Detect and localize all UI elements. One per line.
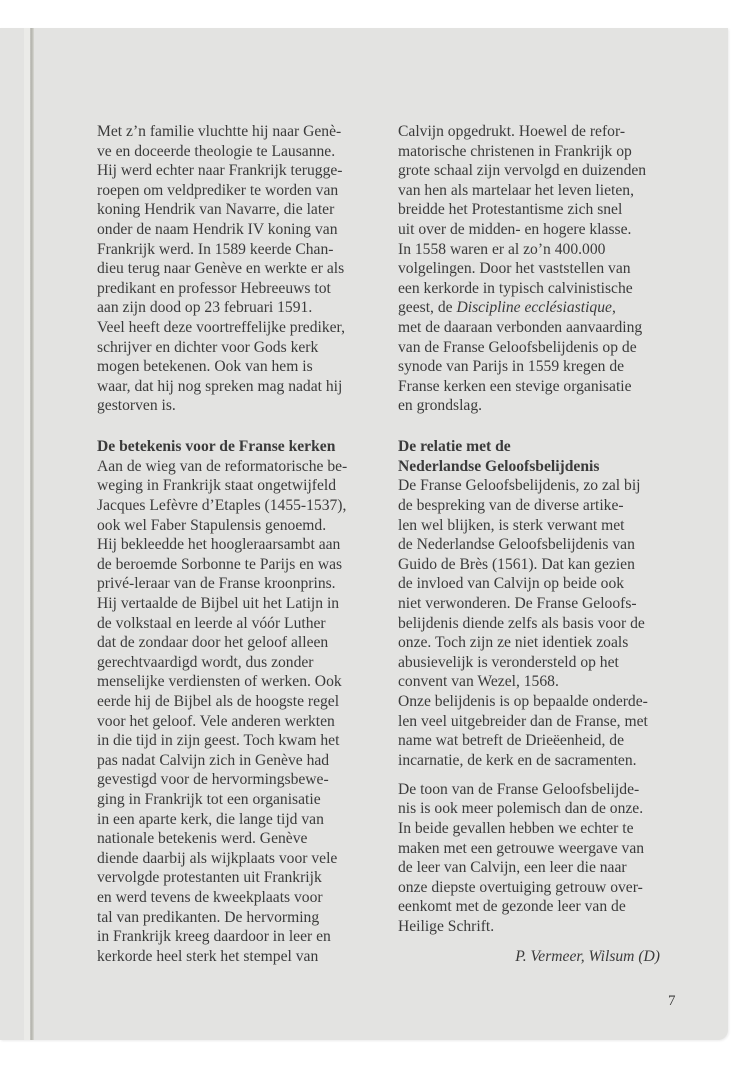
text-line: de Nederlandse Geloofsbelijdenis van [398,536,635,554]
text-line: koning Hendrik van Navarre, die later [97,201,335,219]
text-line: de invloed van Calvijn op beide ook [398,575,625,593]
text-line: privé-leraar van de Franse kroonprins. [97,575,336,593]
right-column [398,122,660,967]
text-line: De betekenis voor de Franse kerken [97,438,336,456]
text-line: Hij werd echter naar Frankrijk terugge- [97,162,343,180]
text-line: Heilige Schrift. [398,917,495,935]
text-line: voor het geloof. Vele anderen werkten [97,712,335,730]
text-line: Franse kerken een stevige organisatie [398,377,632,395]
text-line: kerkorde heel sterk het stempel van [97,947,319,965]
text-line: Veel heeft deze voortreffelijke prediker, [97,318,346,336]
text-line: onze diepste overtuiging getrouw over- [398,878,643,896]
text-line: en grondslag. [398,397,483,415]
text-line: name wat betreft de Drieëenheid, de [398,732,624,750]
author-signature [398,947,660,967]
text-line: Hij bekleedde het hoogleraarsambt aan [97,536,341,554]
text-line: grote schaal zijn vervolgd en duizenden [398,162,647,180]
italic-title: Discipline ecclésiastique [456,299,612,317]
text-line: de volkstaal en leerde al vóór Luther [97,614,326,632]
text-line: incarnatie, de kerk en de sacramenten. [398,751,637,769]
text-segment: , [611,299,616,317]
text-line: onze. Toch zijn ze niet identiek zoals [398,634,629,652]
text-line: belijdenis diende zelfs als basis voor de [398,614,645,632]
text-line: weging in Frankrijk staat ongetwijfeld [97,477,337,495]
text-line: De relatie met de [398,438,511,456]
text-line: ook wel Faber Stapulensis genoemd. [97,516,327,534]
text-line: Hij vertaalde de Bijbel uit het Latijn in [97,595,340,613]
text-line: convent van Wezel, 1568. [398,673,559,691]
text-line: abusievelijk is verondersteld op het [398,653,619,671]
paragraph [398,476,660,770]
text-line: van hen als martelaar het leven lieten, [398,181,634,199]
text-line: uit over de midden- en hogere klasse. [398,220,632,238]
paragraph [398,780,660,937]
text-line: ve en doceerde theologie te Lausanne. [97,142,336,160]
text-line: matorische christenen in Frankrijk op [398,142,632,160]
text-line: Met z’n familie vluchtte hij naar Genè- [97,123,342,140]
text-line: de bespreking van de diverse artike- [398,497,624,515]
paragraph [398,122,660,416]
text-line: in die tijd in zijn geest. Toch kwam het [97,732,340,750]
text-line: In beide gevallen hebben we echter te [398,819,634,837]
text-line: ging in Frankrijk tot een organisatie [97,790,321,808]
text-line: een kerkorde in typisch calvinistische [398,279,633,297]
binding-edge [30,28,34,1040]
text-line: gestorven is. [97,397,176,415]
text-line: nis is ook meer polemisch dan de onze. [398,800,644,818]
text-line: nationale betekenis werd. Genève [97,830,308,848]
text-line: dieu terug naar Genève en werkte er als [97,260,345,278]
text-line: dat de zondaar door het geloof alleen [97,634,329,652]
text-line: In 1558 waren er al zo’n 400.000 [398,240,606,258]
text-line: Onze belijdenis is op bepaalde onderde- [398,693,648,711]
text-line: maken met een getrouwe weergave van [398,839,645,857]
text-line: synode van Parijs in 1559 kregen de [398,358,625,376]
text-line: mogen betekenen. Ook van hem is [97,358,313,376]
text-line: de beroemde Sorbonne te Parijs en was [97,555,343,573]
text-line: Jacques Lefèvre d’Etaples (1455-1537), [97,497,347,515]
page-number: 7 [668,993,676,1009]
text-line: pas nadat Calvijn zich in Genève had [97,751,330,769]
text-line: breidde het Protestantisme zich snel [398,201,623,219]
text-line: gerechtvaardigd wordt, dus zonder [97,653,314,671]
text-line: Calvijn opgedrukt. Hoewel de refor- [398,123,626,140]
text-line: schrijver en dichter voor Gods kerk [97,338,319,356]
text-line: Guido de Brès (1561). Dat kan gezien [398,555,635,573]
text-line: Frankrijk werd. In 1589 keerde Chan- [97,240,334,258]
text-line: diende daarbij als wijkplaats voor vele [97,849,338,867]
text-line: in Frankrijk kreeg daardoor in leer en [97,928,331,946]
section-heading [398,437,660,476]
text-line: van de Franse Geloofsbelijdenis op de [398,338,637,356]
text-line: Aan de wieg van de reformatorische be- [97,457,348,475]
text-line: onder de naam Hendrik IV koning van [97,220,338,238]
text-line: vervolgde protestanten uit Frankrijk [97,869,322,887]
paragraph [97,122,387,416]
text-line: Nederlandse Geloofsbelijdenis [398,457,600,475]
left-column [97,122,387,966]
text-line: eenkomt met de gezonde leer van de [398,898,626,916]
text-line: niet verwonderen. De Franse Geloofs- [398,595,637,613]
text-line: menselijke verdiensten of werken. Ook [97,673,342,691]
text-line: roepen om veldprediker te worden van [97,181,339,199]
text-line: met de daaraan verbonden aanvaarding [398,318,643,336]
text-line: De toon van de Franse Geloofsbelijde- [398,780,640,798]
text-line: predikant en professor Hebreeuws tot [97,279,331,297]
text-line: aan zijn dood op 23 februari 1591. [97,299,313,317]
text-segment: geest, de [398,299,457,317]
text-line: de leer van Calvijn, een leer die naar [398,859,627,877]
text-line: volgelingen. Door het vaststellen van [398,260,631,278]
text-line: len veel uitgebreider dan de Franse, met [398,712,648,730]
text-line: eerde hij de Bijbel als de hoogste regel [97,693,340,711]
section-heading [97,437,387,457]
text-line: waar, dat hij nog spreken mag nadat hij [97,377,343,395]
paragraph [97,457,387,966]
text-line: P. Vermeer, Wilsum (D) [515,947,660,965]
text-line [398,298,660,318]
text-line: en werd tevens de kweekplaats voor [97,888,323,906]
text-line: tal van predikanten. De hervorming [97,908,320,926]
text-line: in een aparte kerk, die lange tijd van [97,810,324,828]
text-line: De Franse Geloofsbelijdenis, zo zal bij [398,477,641,495]
text-line: gevestigd voor de hervormingsbewe- [97,771,329,789]
text-line: len wel blijken, is sterk verwant met [398,516,625,534]
